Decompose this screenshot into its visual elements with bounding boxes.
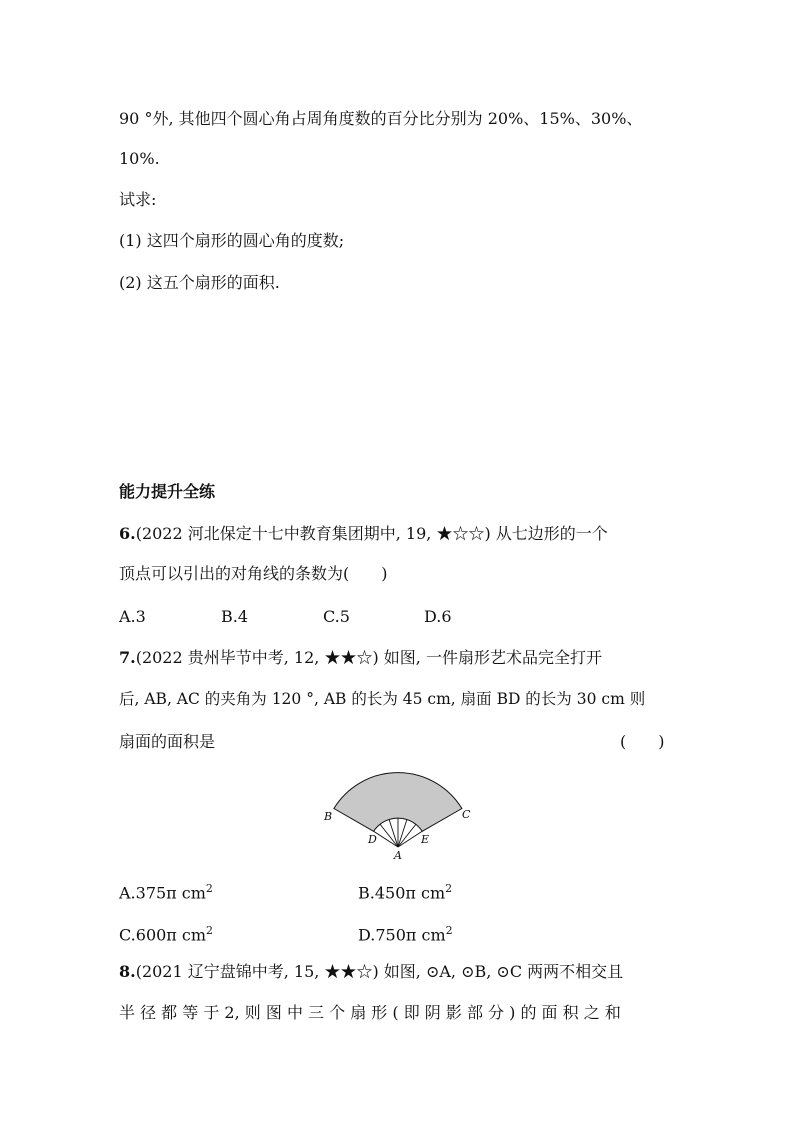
q6-option-c: C.5 <box>323 607 350 626</box>
q7-option-b: B.450π $cm^2$ <box>358 882 453 903</box>
q7-line-1 <box>119 647 602 669</box>
q7-option-a: A.375π $cm^2$ <box>119 882 213 903</box>
q6-option-b: B.4 <box>221 607 249 626</box>
q6-line-1 <box>119 523 608 545</box>
q7-option-c: C.600π $cm^2$ <box>119 924 214 945</box>
q5-ask: 试求: <box>119 190 157 209</box>
fan-figure <box>320 770 480 862</box>
q6-line-2: 顶点可以引出的对角线的条数为( ) <box>119 564 388 583</box>
q6-number: 6. <box>119 524 136 543</box>
q6-option-d: D.6 <box>424 607 452 626</box>
q8-line-2: 半 径 都 等 于 2, 则 图 中 三 个 扇 形 ( 即 阴 影 部 分 ) 的 面 积 之 和 <box>119 1003 621 1022</box>
q7-option-d: D.750π $cm^2$ <box>358 924 453 945</box>
q5-part-2: (2) 这五个扇形的面积. <box>119 273 280 292</box>
fan-label-a: A <box>394 849 402 862</box>
q7-answer-paren: ( ) <box>620 732 665 751</box>
q7-number: 7. <box>119 648 136 667</box>
fan-label-d: D <box>368 833 377 846</box>
q8-line-1 <box>119 961 623 983</box>
q5-line-1: 90 °外, 其他四个圆心角占周角度数的百分比分别为 20%、15%、30%、 <box>119 109 643 128</box>
q5-line-2: 10%. <box>119 149 160 168</box>
q6-option-a: A.3 <box>119 607 146 626</box>
q7-line-2: 后, AB, AC 的夹角为 120 °, AB 的长为 45 cm, 扇面 BD 的长为 30 cm 则 <box>119 690 646 708</box>
q7-line-3: 扇面的面积是 <box>119 732 216 751</box>
q7-stem-1: (2022 贵州毕节中考, 12, ★★☆) 如图, 一件扇形艺术品完全打开 <box>135 648 602 667</box>
q8-number: 8. <box>119 962 136 981</box>
fan-label-e: E <box>421 833 430 846</box>
q5-part-1: (1) 这四个扇形的圆心角的度数; <box>119 231 345 250</box>
fan-label-b: B <box>324 810 333 823</box>
q6-stem-1: (2022 河北保定十七中教育集团期中, 19, ★☆☆) 从七边形的一个 <box>135 524 608 543</box>
q8-stem-1: (2021 辽宁盘锦中考, 15, ★★☆) 如图, ⊙A, ⊙B, ⊙C 两两不相交且 <box>135 962 624 981</box>
section-title: 能力提升全练 <box>119 482 216 501</box>
fan-label-c: C <box>462 808 471 821</box>
